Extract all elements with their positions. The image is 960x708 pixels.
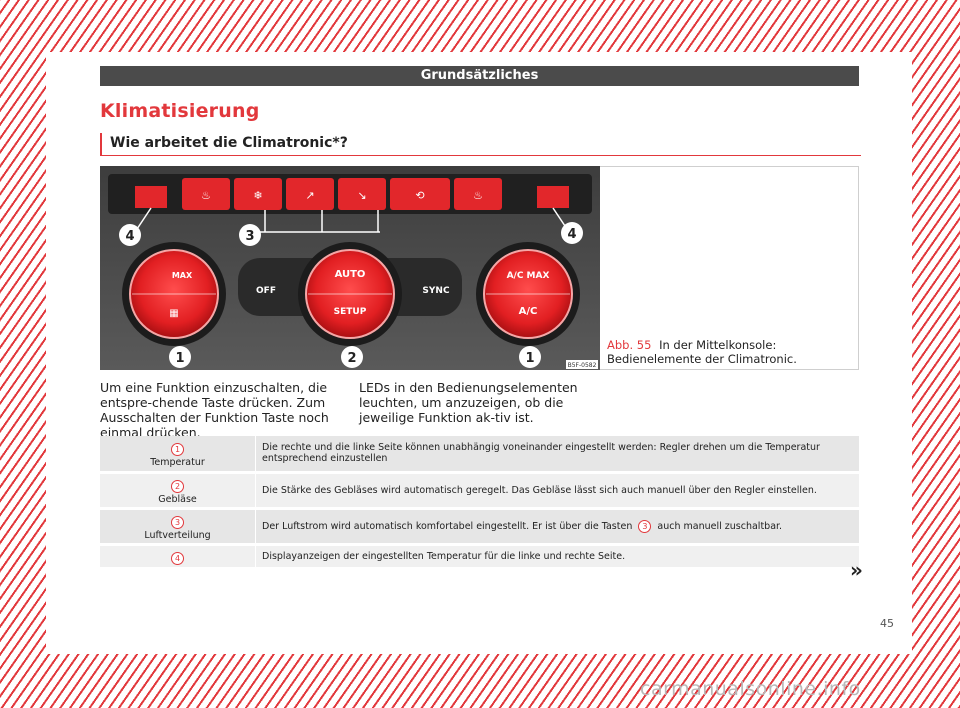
legend-key xyxy=(100,472,256,508)
callout-3-label: 3 xyxy=(245,229,255,244)
auto-button[interactable]: AUTO xyxy=(334,269,366,280)
chapter-header: Grundsätzliches xyxy=(100,66,859,86)
max-defrost-label: MAX xyxy=(171,271,193,280)
ac-button[interactable]: A/C xyxy=(518,306,538,317)
legend-description-start: Der Luftstrom wird automatisch komfortabel eingestellt. Er ist über die Tasten xyxy=(262,520,633,532)
legend-key xyxy=(100,436,256,472)
rear-defrost-icon: ▦ xyxy=(169,308,179,319)
legend-label: Gebläse xyxy=(158,493,197,505)
left-display xyxy=(135,186,167,208)
seat-heat-icon: ♨ xyxy=(201,189,211,202)
figure-code: B5F-0582 xyxy=(567,362,597,369)
inline-number-badge: 3 xyxy=(638,520,651,533)
climatronic-panel-figure xyxy=(100,166,600,370)
figure-caption xyxy=(607,338,852,366)
legend-description-end: auch manuell zuschaltbar. xyxy=(657,520,783,532)
callout-4-left-label: 4 xyxy=(125,229,135,244)
right-display xyxy=(537,186,569,208)
legend-number-badge: 1 xyxy=(171,443,184,456)
legend-description: Die rechte und die linke Seite können unabhängig voneinander eingestellt werden: Regler drehen um die Temperatur entsprechend einzustellen xyxy=(262,442,820,465)
setup-button[interactable]: SETUP xyxy=(333,307,367,317)
sync-button[interactable]: SYNC xyxy=(422,286,450,296)
paragraph-right: LEDs in den Bedienungselementen leuchten, um anzuzeigen, ob die jeweilige Funktion ak-tiv ist. xyxy=(359,380,578,425)
airflow-icon: ↗ xyxy=(305,189,315,202)
legend-row xyxy=(100,508,859,544)
figure-caption-text: In der Mittelkonsole: Bedienelemente der Climatronic. xyxy=(607,338,797,366)
ac-max-button[interactable]: A/C MAX xyxy=(506,271,550,281)
callout-1-right-label: 1 xyxy=(525,351,535,366)
section-title: Wie arbeitet die Climatronic*? xyxy=(110,135,348,151)
legend-label: Temperatur xyxy=(150,456,205,468)
callout-1-left-label: 1 xyxy=(175,351,185,366)
legend-number-badge: 3 xyxy=(171,516,184,529)
car-recirc-icon: ⟲ xyxy=(415,189,425,202)
page-title: Klimatisierung xyxy=(100,100,260,122)
legend-key xyxy=(100,544,256,568)
seat-heat-right-icon: ♨ xyxy=(473,189,483,202)
legend-description: Die Stärke des Gebläses wird automatisch geregelt. Das Gebläse lässt sich auch manuell über den Regler einstellen. xyxy=(262,484,817,496)
airflow-down-icon: ↘ xyxy=(357,189,367,202)
legend-description: Displayanzeigen der eingestellten Temperatur für die linke und rechte Seite. xyxy=(262,550,626,562)
legend-key xyxy=(100,508,256,544)
legend-number-badge: 4 xyxy=(171,552,184,565)
section-heading xyxy=(100,133,861,156)
callout-2-label: 2 xyxy=(347,351,357,366)
legend-row xyxy=(100,472,859,508)
page-number: 45 xyxy=(880,617,894,630)
legend-row xyxy=(100,436,859,472)
callout-4-right-label: 4 xyxy=(567,227,577,242)
watermark: carmanualsonline.info xyxy=(640,678,861,700)
paragraph-left: Um eine Funktion einzuschalten, die entspre-chende Taste drücken. Zum Ausschalten der Funktion Taste noch einmal drücken. xyxy=(100,380,329,440)
legend-number-badge: 2 xyxy=(171,480,184,493)
figure-caption-label: Abb. 55 xyxy=(607,338,652,352)
legend-description xyxy=(256,508,860,544)
continue-mark: » xyxy=(850,558,863,582)
legend-row xyxy=(100,544,859,568)
legend-label: Luftverteilung xyxy=(144,529,211,541)
defrost-icon: ❄ xyxy=(253,189,263,202)
legend-table xyxy=(100,436,859,570)
off-button[interactable]: OFF xyxy=(256,286,276,296)
